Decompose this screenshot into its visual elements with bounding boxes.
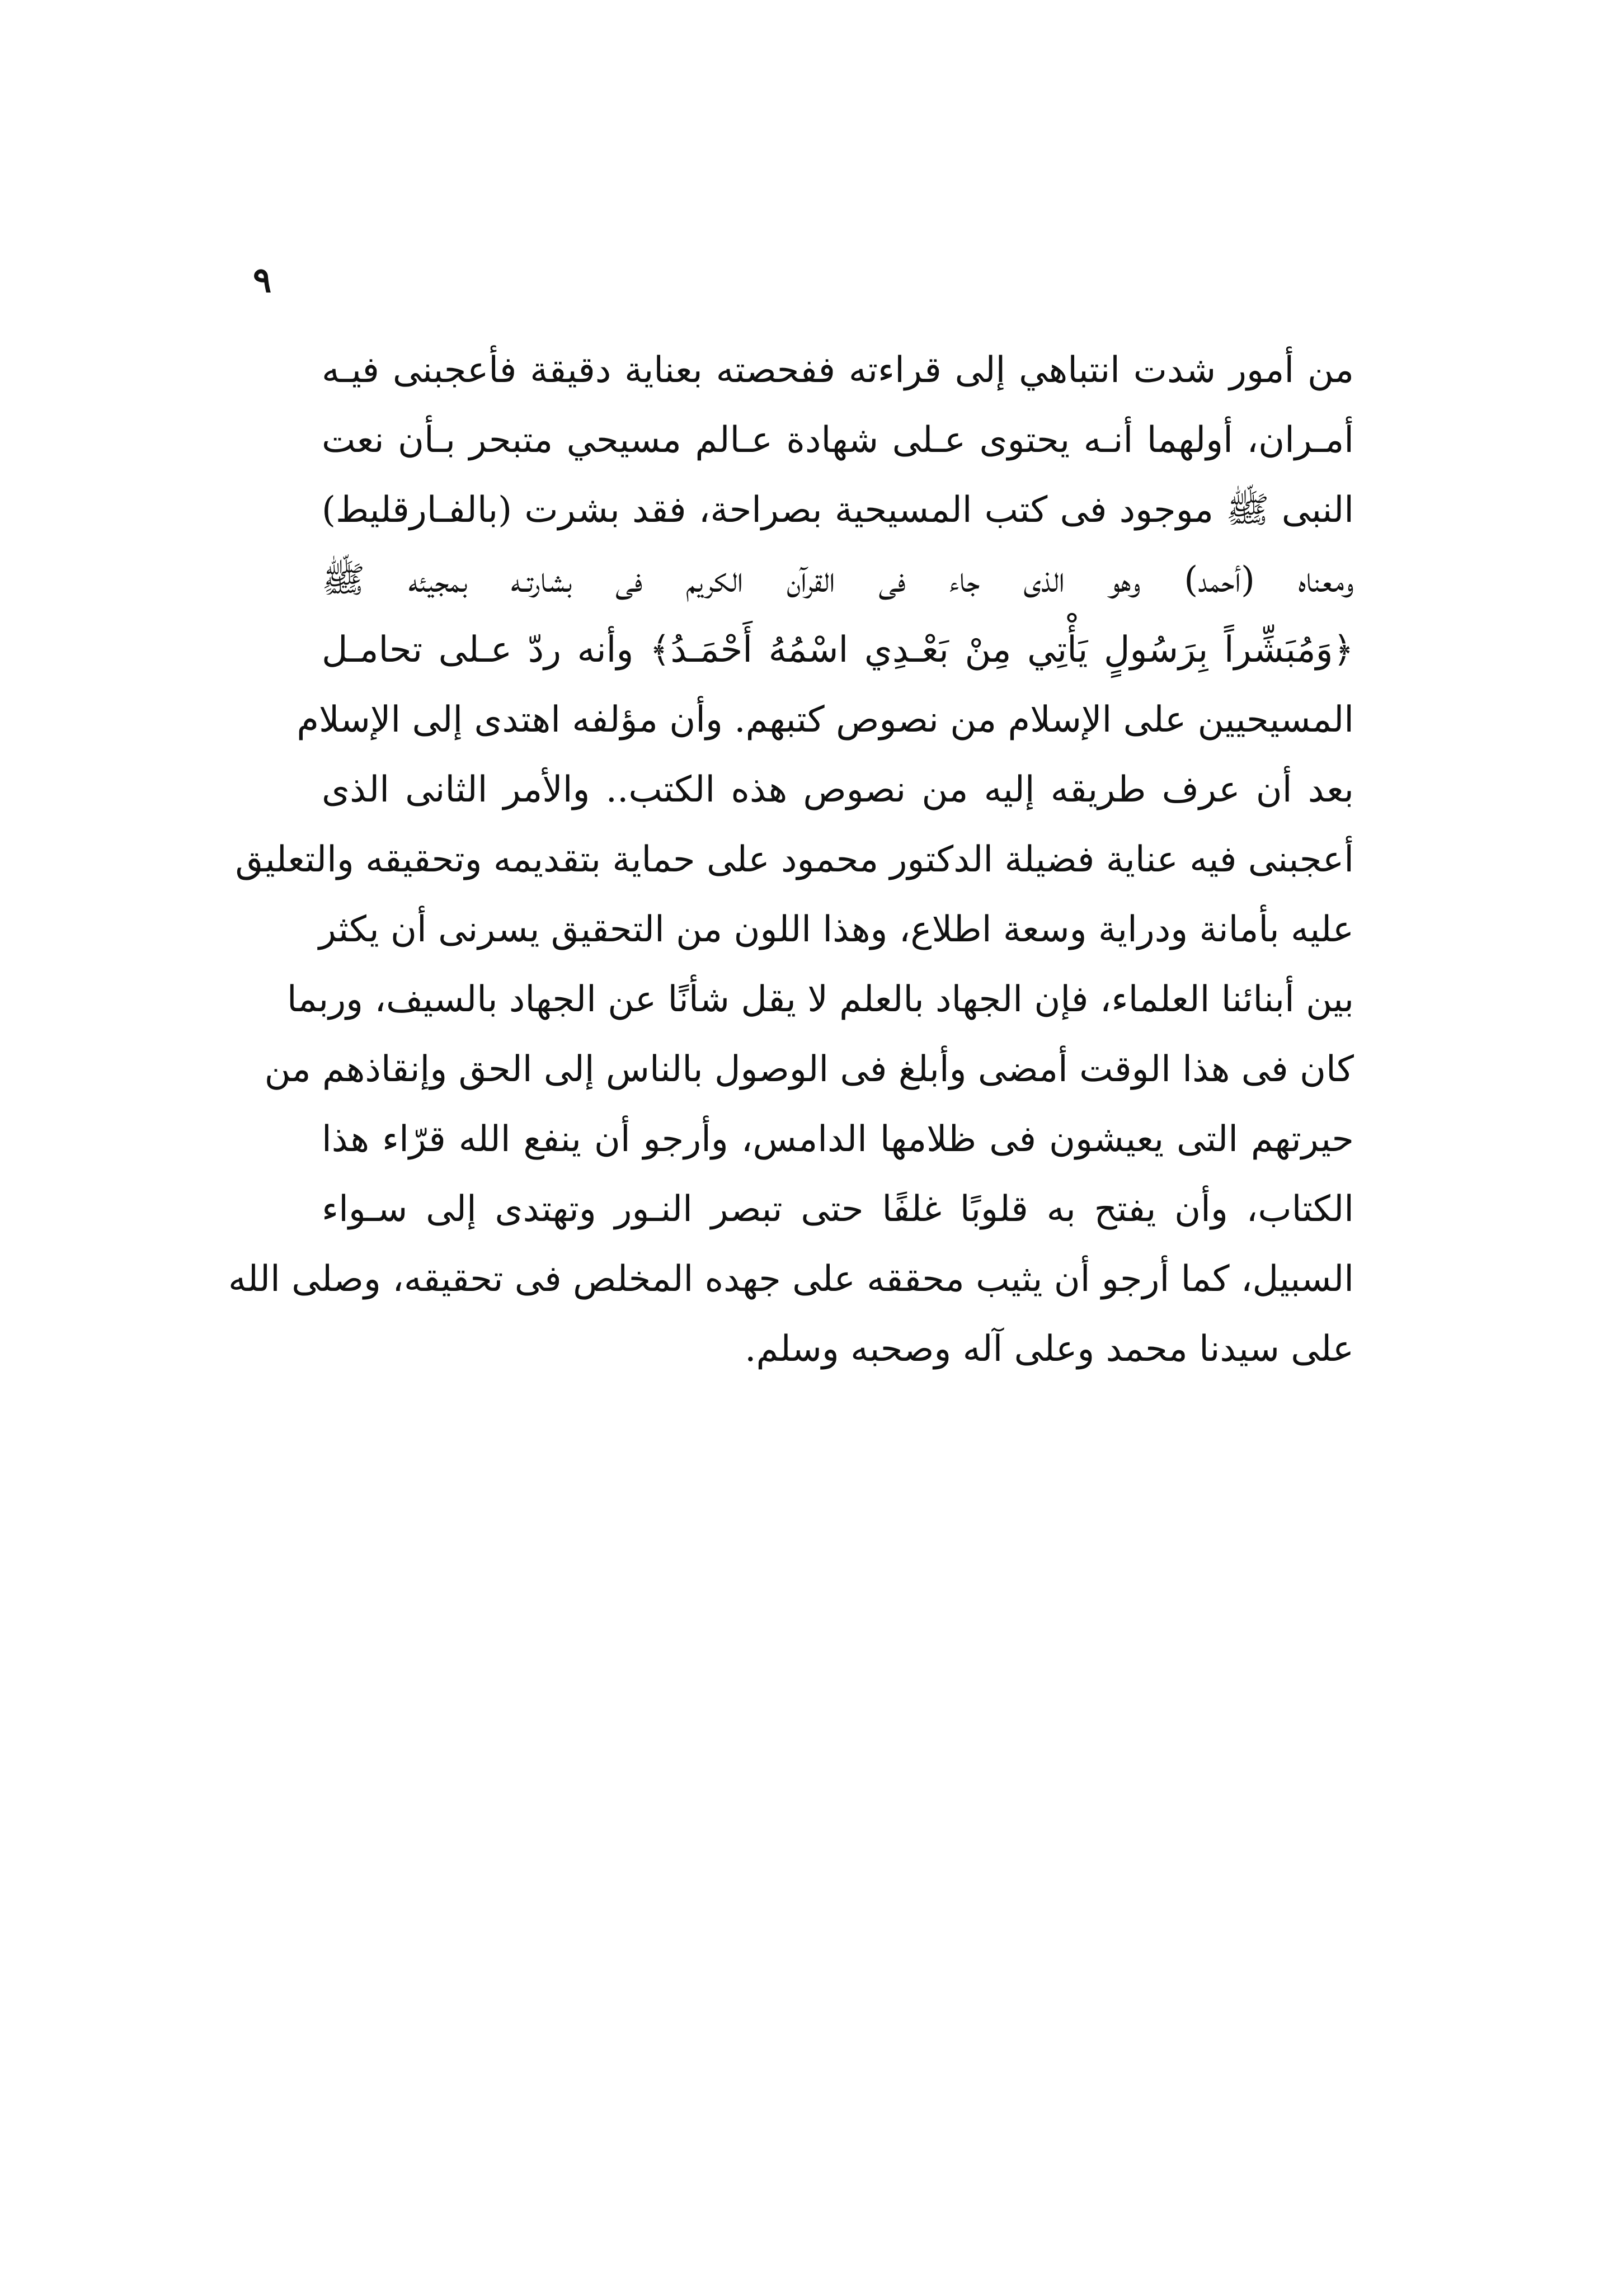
text-line: بين أبنائنا العلماء، فإن الجهاد بالعلم لا يقل شأنًا عن الجهاد بالسيف، وربما xyxy=(286,979,1354,1020)
text-line: حيرتهم التى يعيشون فى ظلامها الدامس، وأرجو أن ينفع الله قرّاء هذا xyxy=(322,1119,1354,1160)
page-number: ٩ xyxy=(253,260,272,300)
body-text xyxy=(228,336,1354,1384)
text-line: كان فى هذا الوقت أمضى وأبلغ فى الوصول بالناس إلى الحق وإنقاذهم من xyxy=(264,1049,1354,1090)
text-line: الكتاب، وأن يفتح به قلوبًا غلفًا حتى تبصر النـور وتهتدى إلى سـواء xyxy=(322,1189,1354,1230)
text-line: أعجبنى فيه عناية فضيلة الدكتور محمود على حماية بتقديمه وتحقيقه والتعليق xyxy=(235,839,1354,880)
text-line: ﴿وَمُبَشِّراً بِرَسُولٍ يَأْتِي مِنْ بَعْـدِي اسْمُهُ أَحْمَـدُ﴾ وأنه ردّ عـلى تحامـل xyxy=(322,629,1354,671)
text-line: من أمور شدت انتباهي إلى قراءته ففحصته بعناية دقيقة فأعجبنى فيـه xyxy=(322,350,1354,391)
text-line: عليه بأمانة ودراية وسعة اطلاع، وهذا اللون من التحقيق يسرنى أن يكثر xyxy=(318,909,1354,950)
text-line-last: على سيدنا محمد وعلى آله وصحبه وسلم. xyxy=(745,1328,1354,1370)
text-line: المسيحيين على الإسلام من نصوص كتبهم. وأن مؤلفه اهتدى إلى الإسلام xyxy=(297,699,1354,741)
text-line: النبى ﷺ موجود فى كتب المسيحية بصراحة، فقد بشرت (بالفـارقليط) xyxy=(322,489,1354,531)
text-line: السبيل، كما أرجو أن يثيب محققه على جهده المخلص فى تحقيقه، وصلى الله xyxy=(228,1258,1354,1300)
text-line: بعد أن عرف طريقه إليه من نصوص هذه الكتب.. والأمر الثانى الذى xyxy=(322,769,1354,810)
text-line: ومعناه (أحمد) وهو الذى جاء فى القرآن الكريم فى بشارتـه بمجيئه ﷺ xyxy=(322,559,1354,601)
text-line: أمـران، أولهما أنـه يحتوى عـلى شهادة عـالم مسيحي متبحر بـأن نعت xyxy=(322,419,1354,461)
